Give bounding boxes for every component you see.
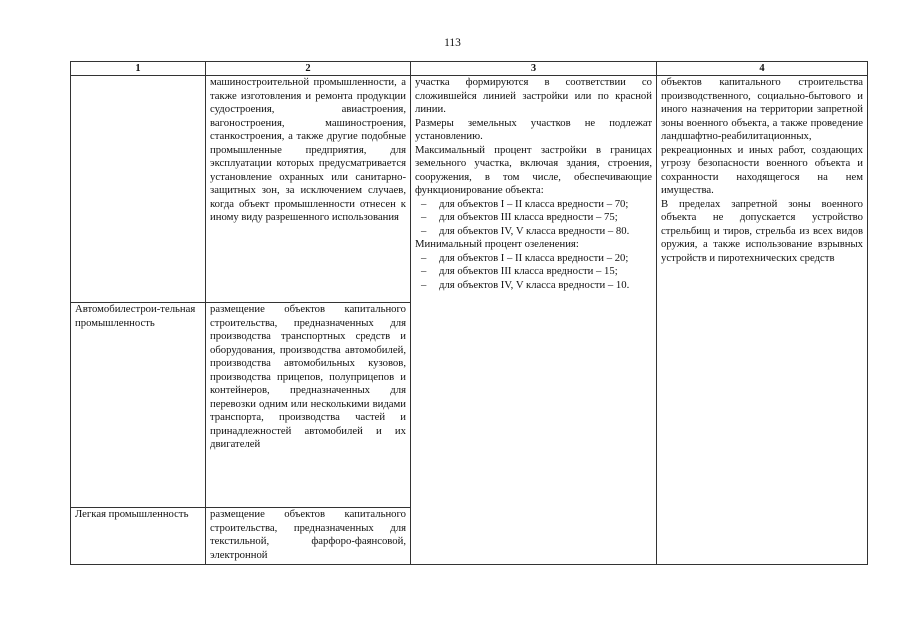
header-col-1: 1 [71,62,206,76]
use-name-cell [71,76,206,303]
restrictions-cell [657,76,868,565]
parameters-cell [411,76,657,565]
use-description-cell: машиностроительной промышленности, а также изготовления и ремонта продукции судостроения, авиастроения, вагоностроения, машиностроения, станкостроения, а также другие подобные промышленные предприятия, для эксплуатации которых предусматривается установление охранных или санитарно-защитных зон, за исключением случаев, когда объект промышленности отнесен к иному виду разрешенного использования [206,76,411,303]
use-description-cell: размещение объектов капитального строительства, предназначенных для производства транспортных средств и оборудования, производства автомобилей, производства автомобильных кузовов, производства прицепов, полуприцепов и контейнеров, предназначенных для перевозки одним или несколькими видами транспорта, производства частей и принадлежностей автомобилей и их двигателей [206,303,411,508]
page-number: 113 [444,37,461,49]
table-header-row [71,62,868,76]
header-col-3: 3 [411,62,657,76]
regulations-table [70,61,868,565]
parameters-paragraph: Размеры земельных участков не подлежат установлению. [415,116,652,142]
table-row [71,76,868,303]
header-col-4: 4 [657,62,868,76]
use-description-cell: размещение объектов капитального строительства, предназначенных для текстильной, фарфоро-фаянсовой, электронной [206,508,411,565]
list-item: – для объектов I – II класса вредности – 20; [415,252,652,266]
header-col-2: 2 [206,62,411,76]
list-item: – для объектов IV, V класса вредности – 10. [415,279,652,293]
list-item: – для объектов III класса вредности – 75; [415,211,652,225]
use-name-cell: Легкая промышленность [71,508,206,565]
list-item: – для объектов I – II класса вредности – 70; [415,198,652,212]
parameters-paragraph: участка формируются в соответствии со сложившейся линией застройки или по красной линии. [415,76,652,115]
restrictions-paragraph: объектов капитального строительства производственного, социально-бытового и иного назначения на территории запретной зоны военного объекта, а также проведение ландшафтно-реабилитационных, рекреационных и иных работ, создающих угрозу безопасности военного объекта и сохранности находящегося на нем имущества. [661,76,863,196]
max-build-percent-list [415,198,652,239]
parameters-paragraph: Минимальный процент озеленения: [415,238,579,250]
use-name-cell: Автомобилестрои-тельная промышленность [71,303,206,508]
min-green-percent-list [415,252,652,293]
parameters-paragraph: Максимальный процент застройки в границах земельного участка, включая здания, строения, сооружения, в том числе, обеспечивающие функционирование объекта: [415,143,652,196]
list-item: – для объектов IV, V класса вредности – 80. [415,225,652,239]
list-item: – для объектов III класса вредности – 15; [415,265,652,279]
restrictions-paragraph: В пределах запретной зоны военного объекта не допускается устройство стрельбищ и тиров, стрельба из всех видов оружия, а также использование взрывных устройств и пиротехнических средств [661,197,863,264]
